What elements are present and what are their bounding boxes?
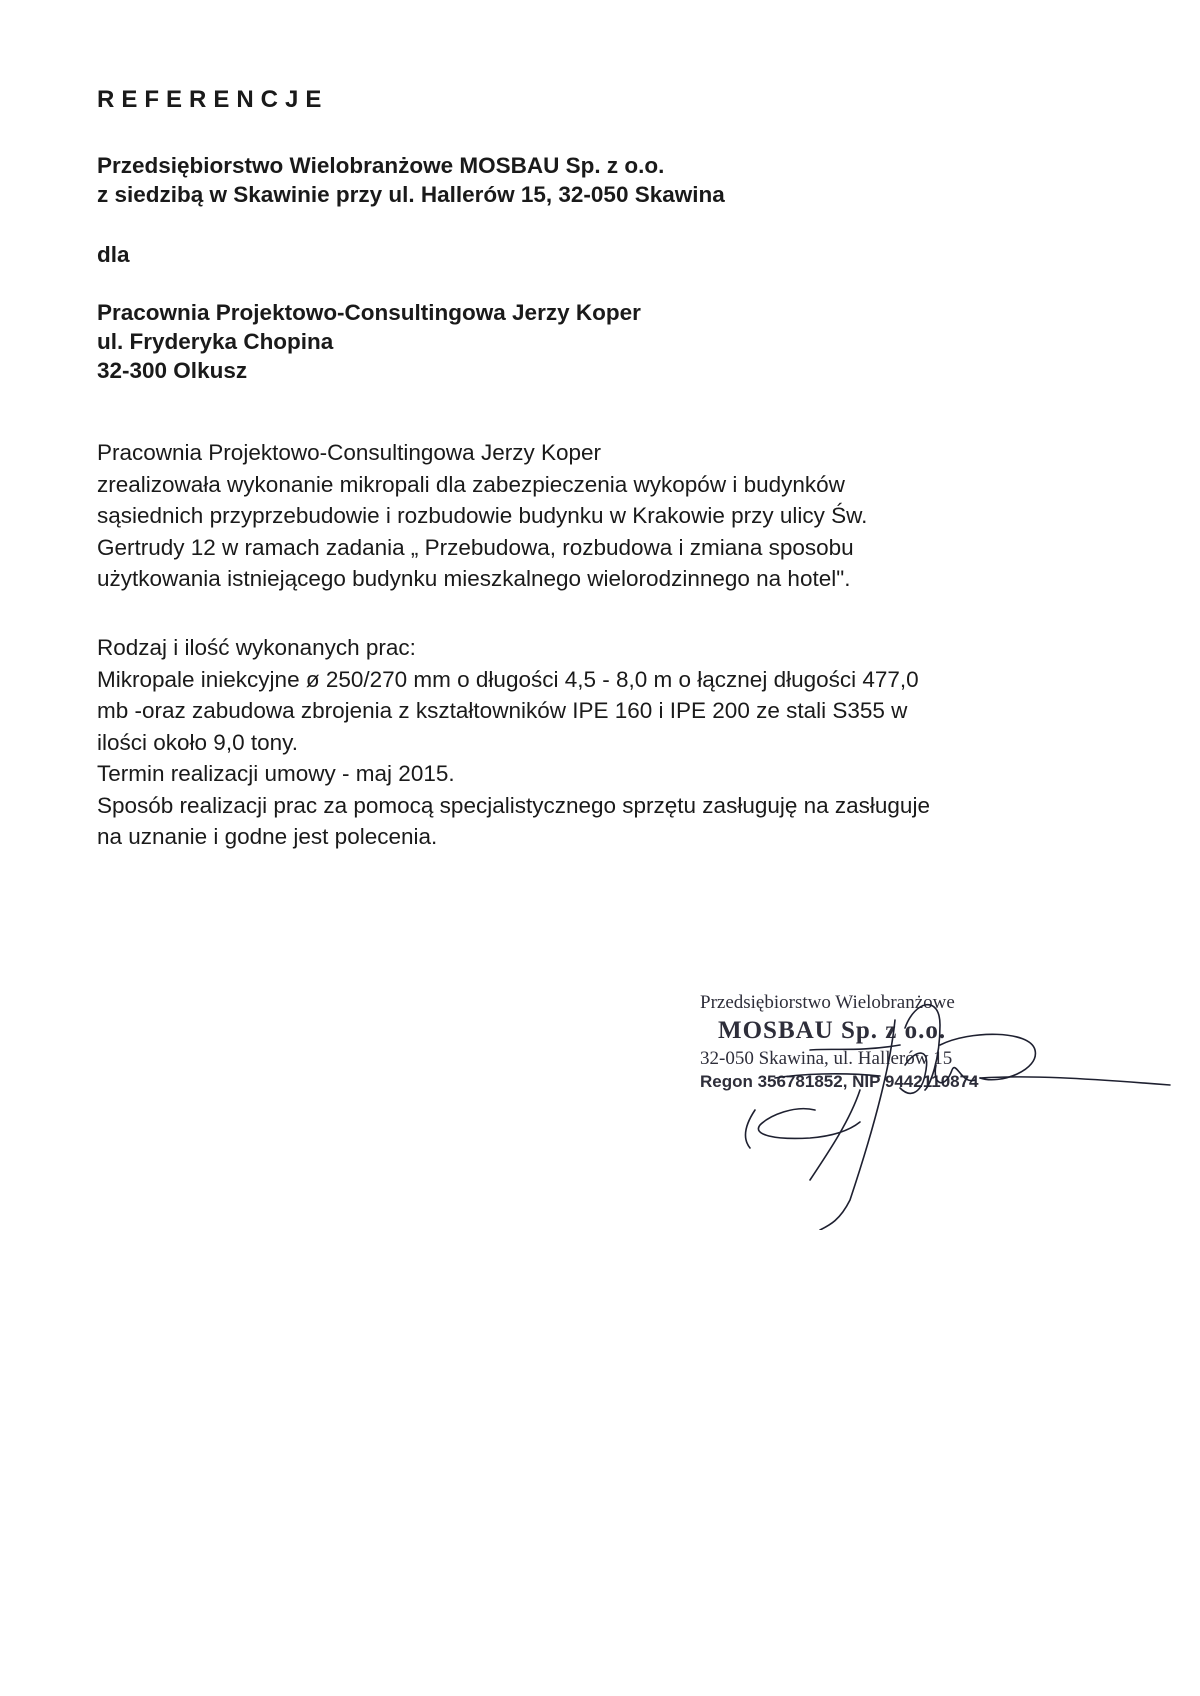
works-line: Rodzaj i ilość wykonanych prac:: [97, 635, 416, 660]
works-line: Mikropale iniekcyjne ø 250/270 mm o długości 4,5 - 8,0 m o łącznej długości 477,0: [97, 666, 919, 692]
stamp-registration: Regon 356781852, NIP 9442110874: [700, 1072, 979, 1091]
intro-line: zrealizowała wykonanie mikropali dla zabezpieczenia wykopów i budynków: [97, 471, 845, 497]
works-line: na uznanie i godne jest polecenia.: [97, 824, 438, 849]
intro-line: sąsiednich przyprzebudowie i rozbudowie budynku w Krakowie przy ulicy Św.: [97, 503, 868, 528]
recipient-name: Pracownia Projektowo-Consultingowa Jerzy Koper: [97, 300, 641, 325]
intro-line: Pracownia Projektowo-Consultingowa Jerzy Koper: [97, 440, 601, 465]
issuer-name: Przedsiębiorstwo Wielobranżowe MOSBAU Sp. z o.o.: [97, 153, 665, 178]
recipient-city: 32-300 Olkusz: [97, 358, 248, 383]
handwritten-signature: [700, 990, 1200, 1230]
stamp-company-type: Przedsiębiorstwo Wielobranżowe: [700, 992, 955, 1013]
recipient-street: ul. Fryderyka Chopina: [97, 329, 334, 354]
stamp-address: 32-050 Skawina, ul. Hallerów 15: [700, 1048, 953, 1069]
works-line: Termin realizacji umowy - maj 2015.: [97, 761, 455, 786]
works-line: Sposób realizacji prac za pomocą specjalistycznego sprzętu zasługuję na zasługuje: [97, 792, 930, 818]
works-line: mb -oraz zabudowa zbrojenia z kształtowników IPE 160 i IPE 200 ze stali S355 w: [97, 698, 908, 723]
intro-paragraph: [97, 437, 1097, 595]
for-label-block: [97, 240, 130, 269]
issuer-block: [97, 151, 725, 209]
company-stamp: [700, 990, 1200, 1230]
for-label: dla: [97, 242, 130, 267]
intro-line: Gertrudy 12 w ramach zadania „ Przebudowa, rozbudowa i zmiana sposobu: [97, 534, 854, 560]
document-title: REFERENCJE: [97, 86, 329, 113]
stamp-company-name: MOSBAU Sp. z o.o.: [718, 1017, 947, 1044]
intro-line: użytkowania istniejącego budynku mieszkalnego wielorodzinnego na hotel".: [97, 566, 851, 591]
recipient-block: [97, 298, 641, 385]
issuer-address: z siedzibą w Skawinie przy ul. Hallerów 15, 32-050 Skawina: [97, 182, 725, 207]
works-line: ilości około 9,0 tony.: [97, 729, 298, 755]
works-paragraph: [97, 632, 1097, 853]
